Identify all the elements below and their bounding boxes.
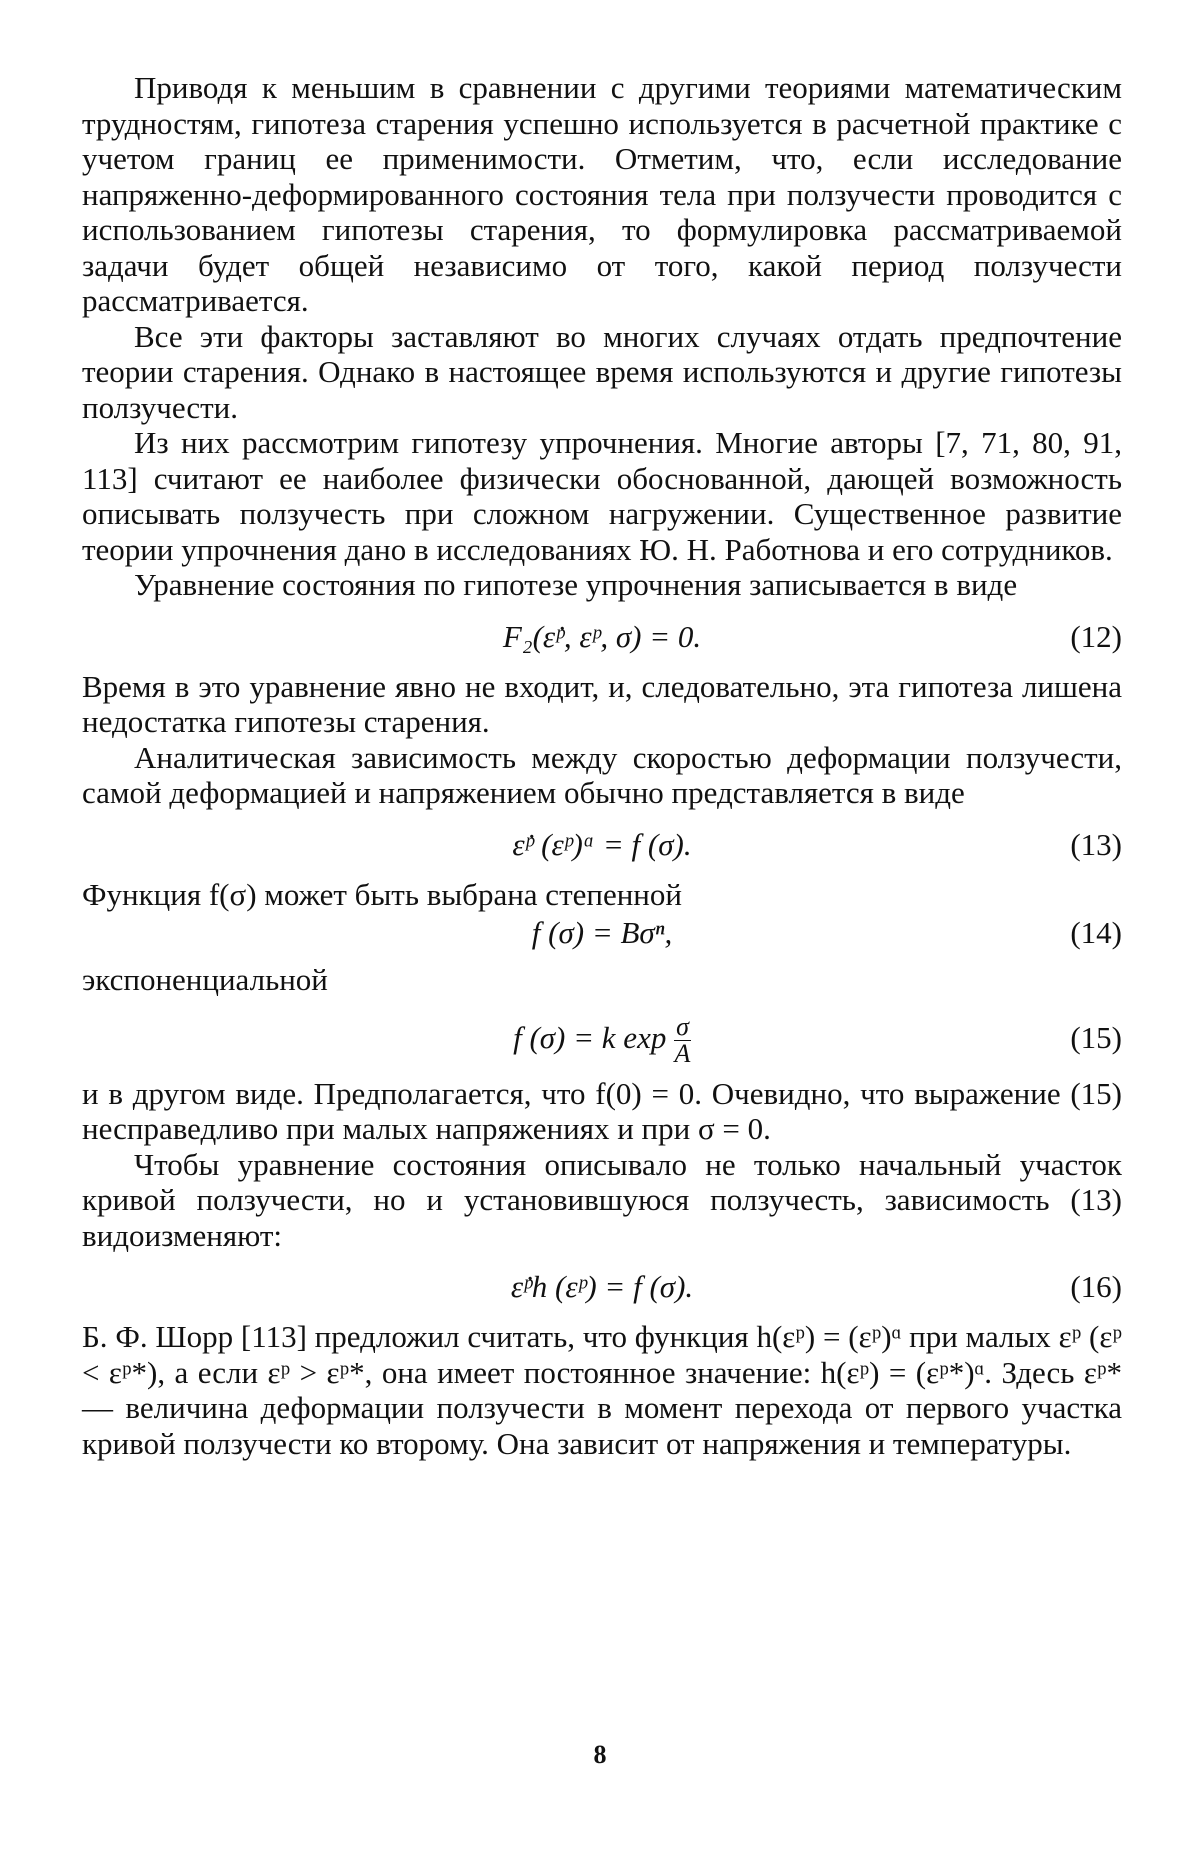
equation-15-lhs: f (σ) = k exp — [513, 1019, 667, 1055]
equation-16-number: (16) — [1070, 1269, 1122, 1304]
equation-14-number: (14) — [1070, 915, 1122, 950]
equation-16-formula: ε̇ᵖh (εᵖ) = f (σ). — [510, 1269, 694, 1304]
paragraph-5: Время в это уравнение явно не входит, и, следовательно, эта гипотеза лишена недостатка гипотезы старения. — [82, 668, 1122, 739]
equation-14-formula: f (σ) = Bσⁿ, — [531, 915, 673, 950]
paragraph-11: Б. Ф. Шорр [113] предложил считать, что функция h(εᵖ) = (εᵖ)ᵅ при малых εᵖ (εᵖ < εᵖ*), а если εᵖ > εᵖ*, она имеет постоянное значение: h(εᵖ) = (εᵖ*)ᵅ. Здесь εᵖ* — величина деформации ползучести в момент перехода от первого участка кривой ползучести ко второму. Она зависит от напряжения и температуры. — [82, 1319, 1122, 1461]
equation-12-number: (12) — [1070, 618, 1122, 654]
equation-15-number: (15) — [1070, 1019, 1122, 1055]
page-text — [82, 70, 1122, 1461]
paragraph-1: Приводя к меньшим в сравнении с другими теориями математическим трудностям, гипотеза старения успешно используется в расчетной практике с учетом границ ее применимости. Отметим, что, если исследование напряженно-деформированного состояния тела при ползучести проводится с использованием гипотезы старения, то формулировка рассматриваемой задачи будет общей независимо от того, какой период ползучести рассматривается. — [82, 70, 1122, 318]
equation-15-fraction — [674, 1011, 691, 1068]
equation-15-formula — [82, 1008, 1122, 1068]
equation-15-denominator: A — [674, 1038, 691, 1068]
paragraph-9: и в другом виде. Предполагается, что f(0) = 0. Очевидно, что выражение (15) несправедливо при малых напряжениях и при σ = 0. — [82, 1075, 1122, 1146]
paragraph-10: Чтобы уравнение состояния описывало не только начальный участок кривой ползучести, но и установившуюся ползучесть, зависимость (13) видоизменяют: — [82, 1146, 1122, 1253]
paragraph-4: Уравнение состояния по гипотезе упрочнения записывается в виде — [134, 567, 1018, 602]
equation-12-formula: F₂(ε̇ᵖ, εᵖ, σ) = 0. — [502, 618, 702, 654]
page-number: 8 — [593, 1740, 607, 1769]
paragraph-2: Все эти факторы заставляют во многих случаях отдать предпочтение теории старения. Однако в настоящее время используются и другие гипотезы ползучести. — [82, 318, 1122, 425]
equation-12 — [82, 613, 1122, 661]
equation-13-number: (13) — [1070, 826, 1122, 862]
paragraph-7: Функция f(σ) может быть выбрана степенной — [82, 876, 682, 912]
paragraph-3: Из них рассмотрим гипотезу упрочнения. Многие авторы [7, 71, 80, 91, 113] считают ее наиболее физически обоснованной, дающей возможность описывать ползучесть при сложном нагружении. Существенное развитие теории упрочнения дано в исследованиях Ю. Н. Работнова и его сотрудников. — [82, 425, 1122, 567]
equation-15-numerator: σ — [676, 1011, 689, 1041]
equation-14 — [82, 912, 1122, 954]
equation-13-formula: ε̇ᵖ (εᵖ)ᵅ = f (σ). — [512, 826, 692, 862]
equation-16 — [82, 1263, 1122, 1311]
equation-15 — [82, 1008, 1122, 1068]
paragraph-8: экспоненциальной — [82, 962, 328, 997]
paragraph-6: Аналитическая зависимость между скоростью деформации ползучести, самой деформацией и напряжением обычно представляется в виде — [82, 739, 1122, 810]
equation-13 — [82, 821, 1122, 869]
